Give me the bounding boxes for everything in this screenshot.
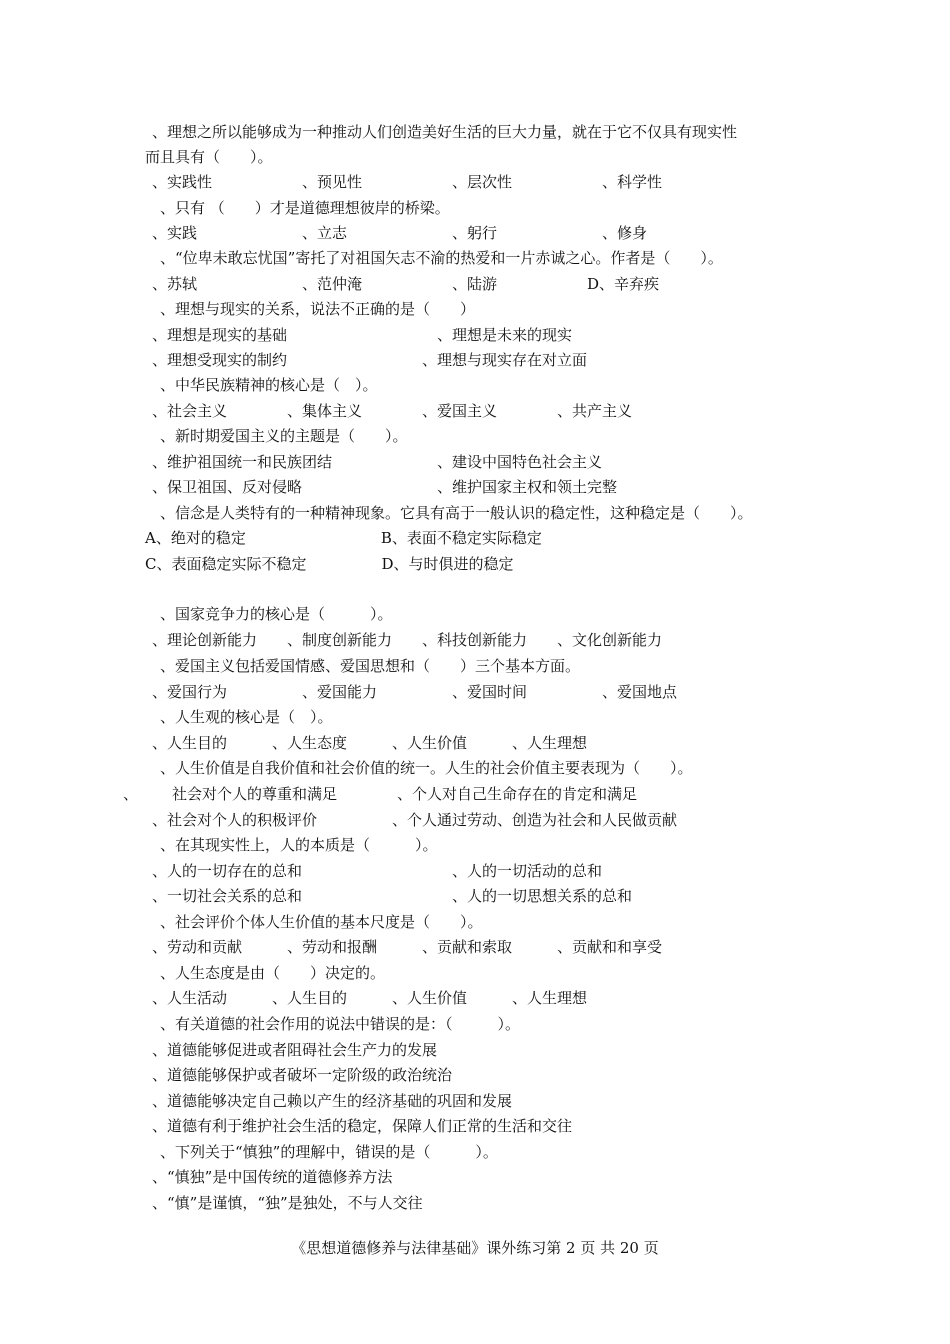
- question-line: 、新时期爱国主义的主题是（ ）。: [160, 427, 408, 445]
- question-line: 、中华民族精神的核心是（ ）。: [160, 376, 378, 394]
- option-line: 、理想受现实的制约 、理想与现实存在对立面: [152, 351, 588, 369]
- option-line: 、实践性 、预见性 、层次性 、科学性: [152, 173, 663, 191]
- option-line: 、苏轼 、范仲淹 、陆游 D、辛弃疾: [152, 275, 660, 293]
- option-line: 、理论创新能力 、制度创新能力 、科技创新能力 、文化创新能力: [152, 631, 663, 649]
- option-line: 、维护祖国统一和民族团结 、建设中国特色社会主义: [152, 453, 603, 471]
- question-line: 、有关道德的社会作用的说法中错误的是：（ ）。: [160, 1015, 521, 1033]
- option-line: 、人的一切存在的总和 、人的一切活动的总和: [152, 862, 603, 880]
- question-line: 、社会评价个体人生价值的基本尺度是（ ）。: [160, 913, 483, 931]
- question-line: 、国家竞争力的核心是（ ）。: [160, 605, 393, 623]
- option-line: 、爱国行为 、爱国能力 、爱国时间 、爱国地点: [152, 683, 678, 701]
- option-line: 、社会主义 、集体主义 、爱国主义 、共产主义: [152, 402, 633, 420]
- question-line: 、人生价值是自我价值和社会价值的统一。人生的社会价值主要表现为（ ）。: [160, 759, 693, 777]
- option-line: 、道德能够决定自己赖以产生的经济基础的巩固和发展: [152, 1092, 513, 1110]
- option-line: 、人生活动 、人生目的 、人生价值 、人生理想: [152, 989, 588, 1007]
- option-line: A、绝对的稳定 B、表面不稳定实际稳定: [145, 529, 542, 547]
- option-line: 社会对个人的尊重和满足 、个人对自己生命存在的肯定和满足: [172, 785, 638, 803]
- option-line: 、道德有利于维护社会生活的稳定，保障人们正常的生活和交往: [152, 1117, 573, 1135]
- option-line: 、一切社会关系的总和 、人的一切思想关系的总和: [152, 887, 633, 905]
- question-line: 、理想之所以能够成为一种推动人们创造美好生活的巨大力量，就在于它不仅具有现实性: [152, 123, 738, 141]
- option-line: 、“慎独”是中国传统的道德修养方法: [152, 1168, 393, 1186]
- question-line: 、人生态度是由（ ）决定的。: [160, 964, 386, 982]
- option-line: 、道德能够保护或者破坏一定阶级的政治统治: [152, 1066, 453, 1084]
- option-line: C、表面稳定实际不稳定 D、与时俱进的稳定: [145, 555, 514, 573]
- question-line: 、爱国主义包括爱国情感、爱国思想和（ ）三个基本方面。: [160, 657, 581, 675]
- option-line: 、劳动和贡献 、劳动和报酬 、贡献和索取 、贡献和和享受: [152, 938, 663, 956]
- question-line: 、在其现实性上，人的本质是（ ）。: [160, 836, 438, 854]
- question-line: 、只有 （ ）才是道德理想彼岸的桥梁。: [160, 199, 450, 217]
- question-line: 而且具有（ ）。: [145, 148, 273, 166]
- option-marker: 、: [123, 785, 139, 803]
- question-line: 、人生观的核心是（ ）。: [160, 708, 333, 726]
- option-line: 、社会对个人的积极评价 、个人通过劳动、创造为社会和人民做贡献: [152, 811, 678, 829]
- option-line: 、道德能够促进或者阻碍社会生产力的发展: [152, 1041, 438, 1059]
- option-line: 、理想是现实的基础 、理想是未来的现实: [152, 326, 573, 344]
- option-line: 、“慎”是谨慎，“独”是独处，不与人交往: [152, 1194, 423, 1212]
- question-line: 、下列关于“慎独”的理解中，错误的是（ ）。: [160, 1143, 498, 1161]
- question-line: 、信念是人类特有的一种精神现象。它具有高于一般认识的稳定性，这种稳定是（ ）。: [160, 504, 753, 522]
- page-footer: 《思想道德修养与法律基础》课外练习第 2 页 共 20 页: [291, 1239, 659, 1257]
- question-line: 、“位卑未敢忘忧国”寄托了对祖国矢志不渝的热爱和一片赤诚之心。作者是（ ）。: [160, 249, 723, 267]
- option-line: 、实践 、立志 、躬行 、修身: [152, 224, 648, 242]
- question-line: 、理想与现实的关系，说法不正确的是（ ）: [160, 300, 476, 318]
- option-line: 、保卫祖国、反对侵略 、维护国家主权和领土完整: [152, 478, 618, 496]
- option-line: 、人生目的 、人生态度 、人生价值 、人生理想: [152, 734, 588, 752]
